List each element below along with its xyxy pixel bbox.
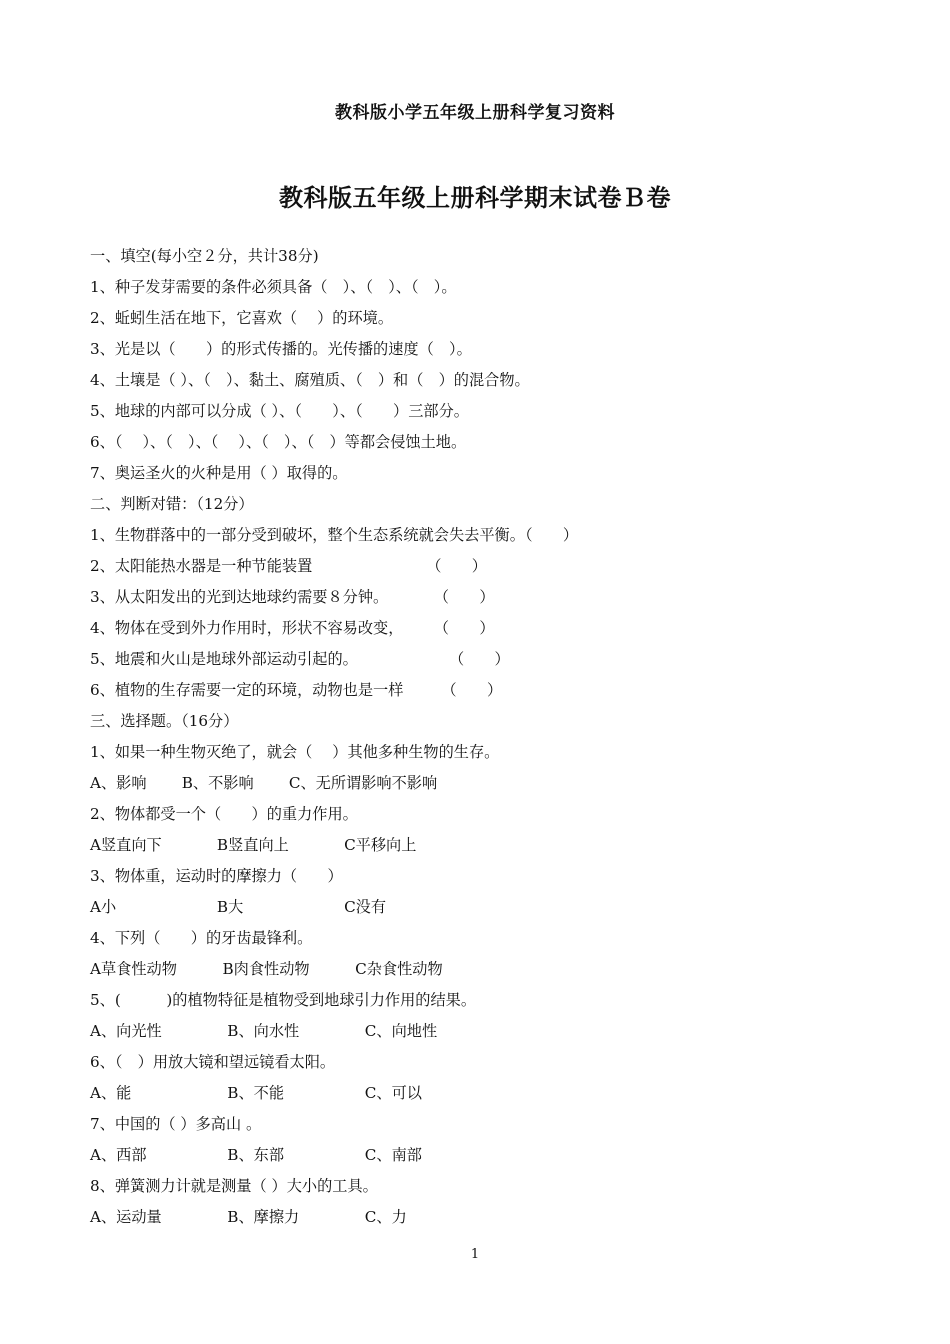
section-heading: 二、判断对错：（12分） — [90, 495, 254, 513]
section-heading: 三、选择题。（16分） — [90, 712, 239, 730]
question-line: 1、如果一种生物灭绝了，就会（ ）其他多种生物的生存。 — [90, 743, 500, 761]
question-line: 5、地震和火山是地球外部运动引起的。 （ ） — [90, 650, 510, 668]
question-line: 5、( )的植物特征是植物受到地球引力作用的结果。 — [90, 991, 477, 1009]
question-line: 4、土壤是（ ）、（ ）、黏土、腐殖质、（ ）和（ ）的混合物。 — [90, 371, 530, 389]
question-line: 3、物体重，运动时的摩擦力（ ） — [90, 867, 343, 885]
answer-options: A、西部 B、东部 C、南部 — [90, 1146, 422, 1164]
question-line: 1、种子发芽需要的条件必须具备（ ）、（ ）、（ ）。 — [90, 278, 457, 296]
answer-options: A竖直向下 B竖直向上 C平移向上 — [90, 836, 417, 854]
question-line: 5、地球的内部可以分成（ ）、（ ）、（ ）三部分。 — [90, 402, 469, 420]
answer-options: A、运动量 B、摩擦力 C、力 — [90, 1208, 407, 1226]
question-line: 6、（ ）用放大镜和望远镜看太阳。 — [90, 1053, 336, 1071]
document-title: 教科版五年级上册科学期末试卷Ｂ卷 — [279, 183, 671, 212]
question-line: 2、蚯蚓生活在地下，它喜欢（ ）的环境。 — [90, 309, 394, 327]
question-line: 6、植物的生存需要一定的环境，动物也是一样 （ ） — [90, 681, 503, 699]
document-header: 教科版小学五年级上册科学复习资料 — [335, 103, 615, 123]
question-line: 4、物体在受到外力作用时，形状不容易改变， （ ） — [90, 619, 495, 637]
question-line: 7、中国的（ ）多高山 。 — [90, 1115, 262, 1133]
question-line: 6、（ ）、（ ）、（ ）、（ ）、（ ）等都会侵蚀土地。 — [90, 433, 467, 451]
question-line: 8、弹簧测力计就是测量（ ）大小的工具。 — [90, 1177, 378, 1195]
question-line: 1、生物群落中的一部分受到破坏，整个生态系统就会失去平衡。（ ） — [90, 526, 579, 544]
question-line: 7、奥运圣火的火种是用（ ）取得的。 — [90, 464, 348, 482]
question-line: 3、从太阳发出的光到达地球约需要８分钟。 （ ） — [90, 588, 495, 606]
question-line: 4、下列（ ）的牙齿最锋利。 — [90, 929, 313, 947]
section-heading: 一、填空(每小空２分，共计38分) — [90, 247, 319, 265]
answer-options: A、影响 B、不影响 C、无所谓影响不影响 — [90, 774, 438, 792]
exam-content — [90, 241, 890, 1233]
answer-options: A小 B大 C没有 — [90, 898, 387, 916]
answer-options: A草食性动物 B肉食性动物 C杂食性动物 — [90, 960, 443, 978]
answer-options: A、能 B、不能 C、可以 — [90, 1084, 422, 1102]
question-line: 3、光是以（ ）的形式传播的。光传播的速度（ ）。 — [90, 340, 472, 358]
question-line: 2、太阳能热水器是一种节能装置 （ ） — [90, 557, 487, 575]
question-line: 2、物体都受一个（ ）的重力作用。 — [90, 805, 358, 823]
page-number: 1 — [470, 1247, 480, 1262]
answer-options: A、向光性 B、向水性 C、向地性 — [90, 1022, 438, 1040]
